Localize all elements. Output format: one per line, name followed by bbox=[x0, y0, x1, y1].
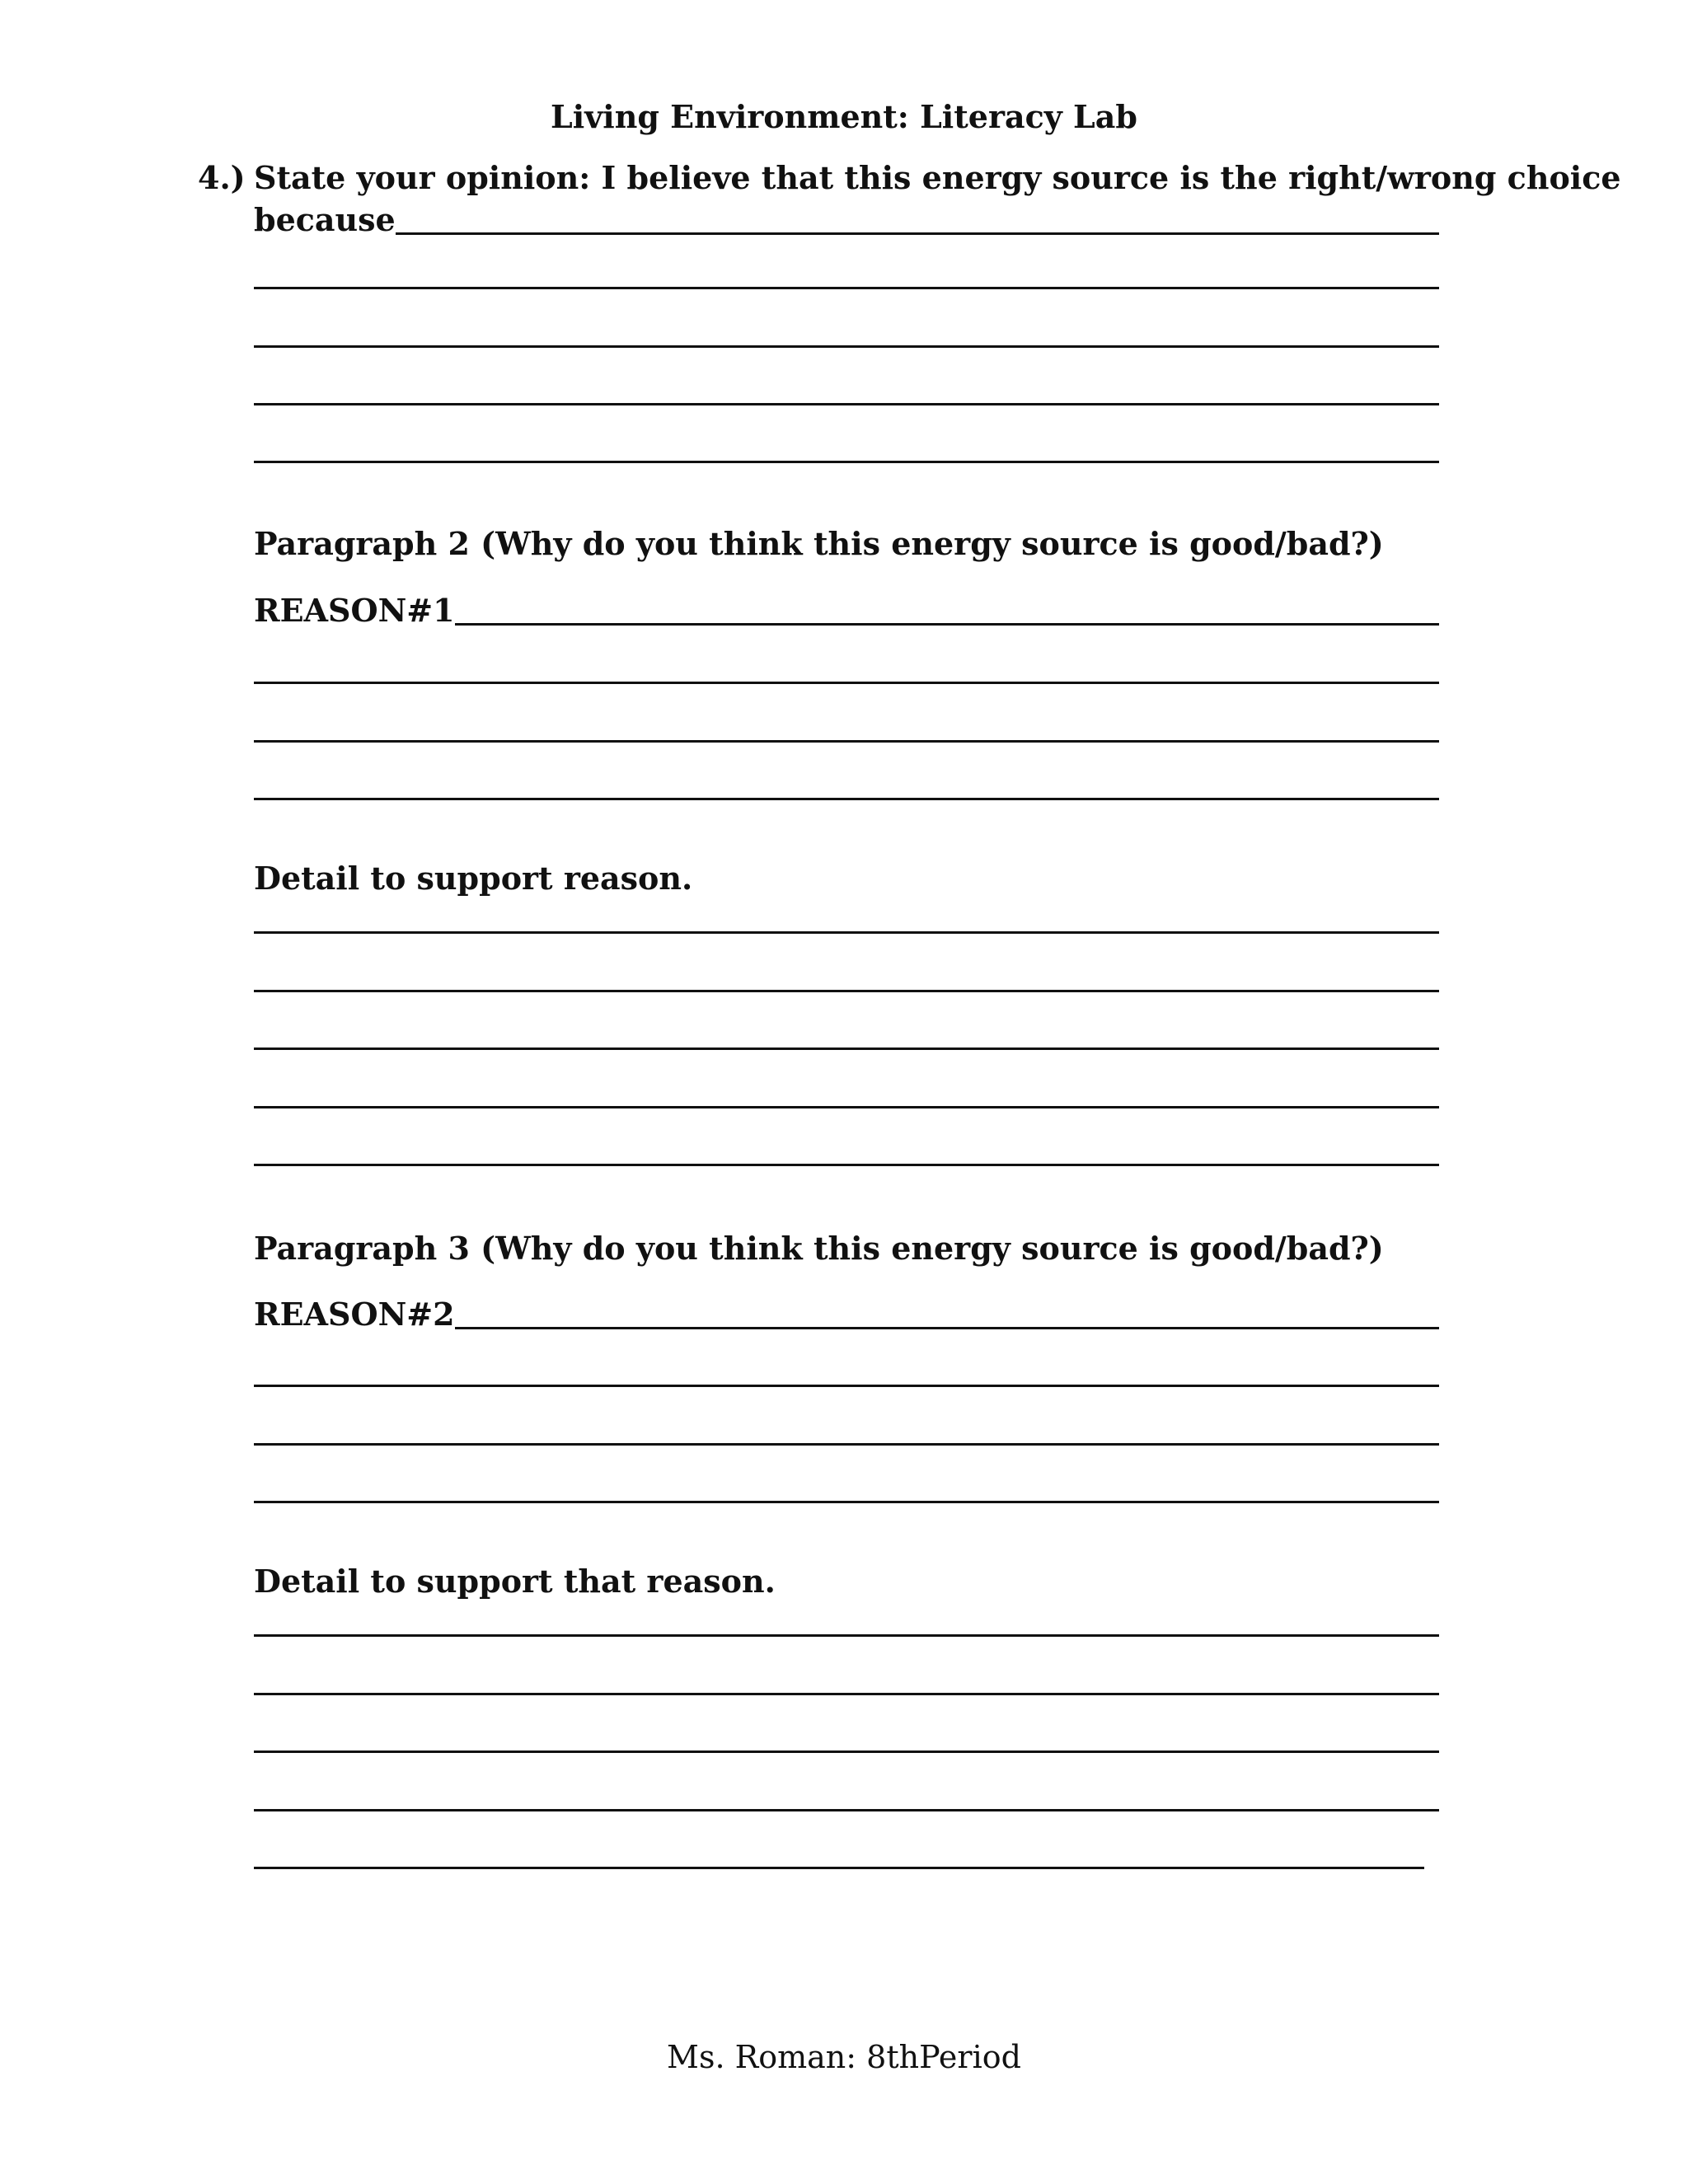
paragraph2-heading: Paragraph 2 (Why do you think this energy source is good/bad?) bbox=[254, 525, 1384, 562]
answer-line[interactable] bbox=[254, 461, 1439, 463]
answer-line[interactable] bbox=[254, 1867, 1424, 1869]
page-footer: Ms. Roman: 8thPeriod bbox=[667, 2039, 1021, 2075]
answer-line[interactable] bbox=[254, 1385, 1439, 1387]
answer-line[interactable] bbox=[254, 1501, 1439, 1503]
answer-blank[interactable] bbox=[396, 199, 1439, 235]
reason1-label: REASON#1 bbox=[254, 592, 455, 629]
question-prompt: State your opinion: I believe that this energy source is the right/wrong choice bbox=[254, 159, 1621, 196]
answer-line[interactable] bbox=[254, 1693, 1439, 1695]
answer-line[interactable] bbox=[254, 287, 1439, 289]
answer-line[interactable] bbox=[254, 931, 1439, 934]
answer-line[interactable] bbox=[254, 1443, 1439, 1446]
answer-blank[interactable] bbox=[455, 590, 1439, 626]
because-label: because bbox=[254, 201, 396, 238]
answer-line[interactable] bbox=[254, 798, 1439, 800]
reason2-label: REASON#2 bbox=[254, 1296, 455, 1333]
reason1-row bbox=[254, 590, 1439, 630]
answer-line[interactable] bbox=[254, 1634, 1439, 1637]
detail1-heading: Detail to support reason. bbox=[254, 860, 693, 897]
answer-line[interactable] bbox=[254, 1750, 1439, 1753]
answer-line[interactable] bbox=[254, 403, 1439, 405]
question-number: 4.) bbox=[198, 159, 246, 196]
because-row bbox=[254, 199, 1439, 240]
page-title: Living Environment: Literacy Lab bbox=[551, 98, 1137, 135]
answer-blank[interactable] bbox=[455, 1294, 1439, 1329]
answer-line[interactable] bbox=[254, 740, 1439, 743]
detail2-heading: Detail to support that reason. bbox=[254, 1563, 776, 1600]
paragraph3-heading: Paragraph 3 (Why do you think this energy source is good/bad?) bbox=[254, 1230, 1384, 1267]
answer-line[interactable] bbox=[254, 1164, 1439, 1166]
answer-line[interactable] bbox=[254, 1106, 1439, 1108]
reason2-row bbox=[254, 1294, 1439, 1334]
answer-line[interactable] bbox=[254, 345, 1439, 348]
answer-line[interactable] bbox=[254, 1809, 1439, 1811]
answer-line[interactable] bbox=[254, 1047, 1439, 1050]
answer-line[interactable] bbox=[254, 990, 1439, 992]
answer-line[interactable] bbox=[254, 682, 1439, 684]
